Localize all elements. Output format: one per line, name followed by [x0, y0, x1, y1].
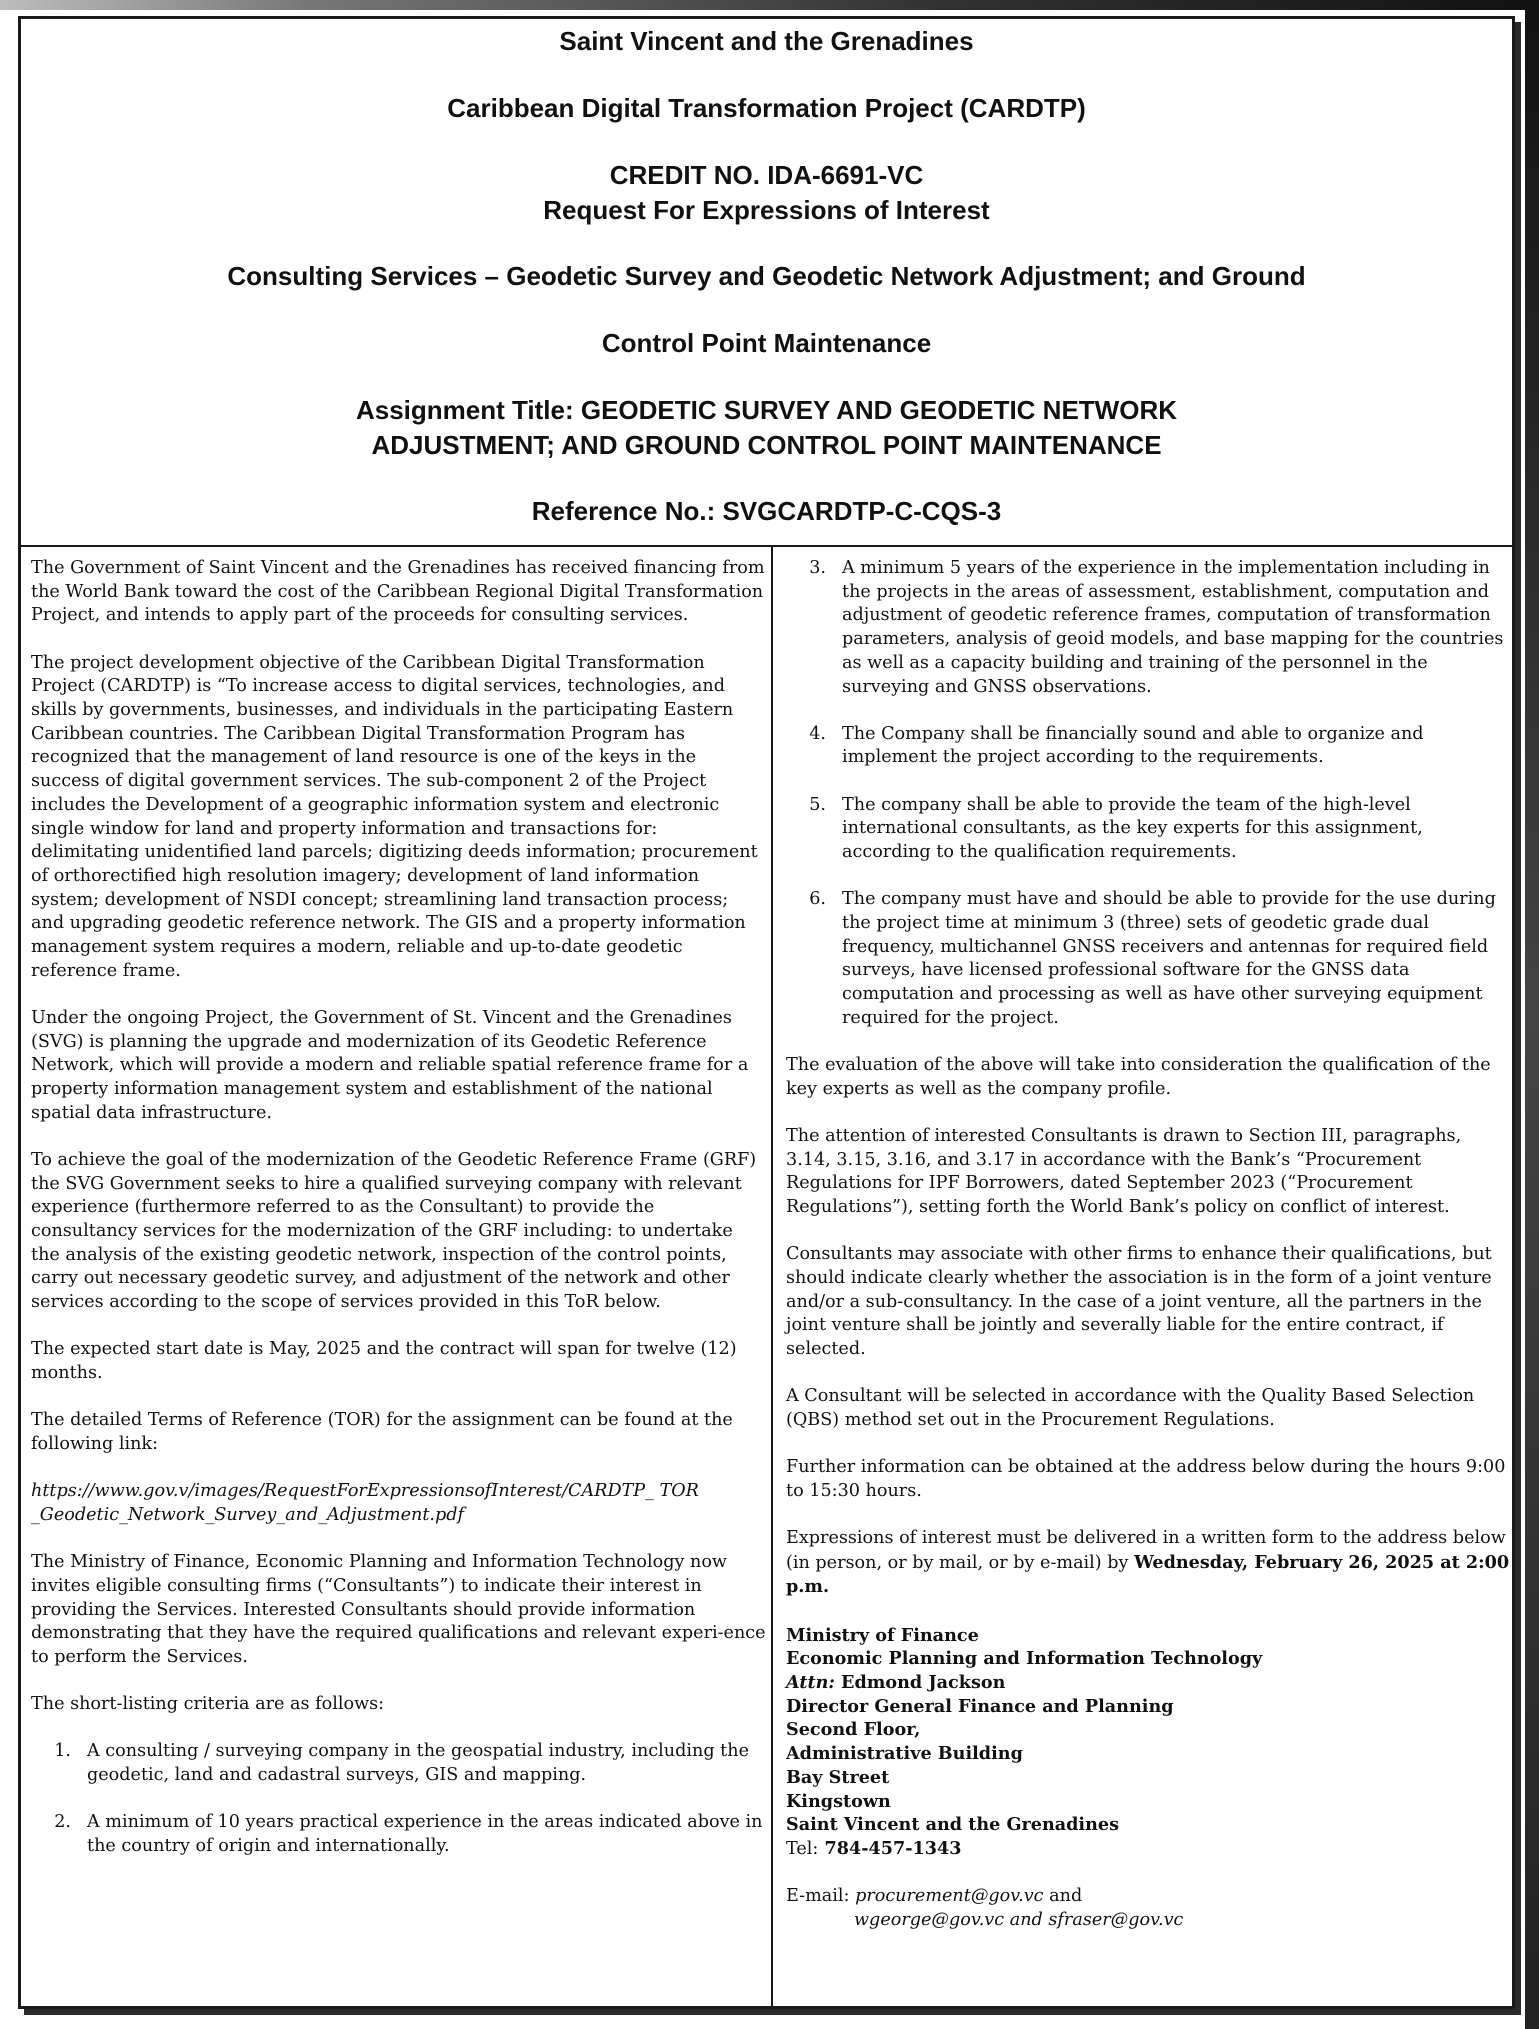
list-item	[786, 557, 1511, 699]
objective-paragraph: The project development objective of the Caribbean Digital Transformation Project (CARDTP) is “To increase access to digital services, technologies, and skills by governments, businesses, and individuals in the participating Eastern Caribbean countries. The Caribbean Digital Transformation Program has recognized that the management of land resource is one of the keys in the success of digital government services. The sub-component 2 of the Project includes the Development of a geographic information system and electronic single window for land and property information and transactions for: delimitating unidentified land parcels; digitizing deeds information; procurement of orthorectified high resolution imagery; development of land information system; development of NSDI concept; streamlining land transaction process; and upgrading geodetic reference network. The GIS and a property information management system requires a modern, reliable and up-to-date geodetic reference frame.	[31, 652, 758, 981]
address-line: Administrative Building	[786, 1743, 1023, 1765]
list-item	[786, 888, 1511, 1030]
address-line: Kingstown	[786, 1790, 891, 1812]
deadline-paragraph	[786, 1527, 1511, 1600]
assignment-title-line1: Assignment Title: GEODETIC SURVEY AND GEODETIC NETWORK	[355, 395, 1178, 425]
email-sfraser[interactable]: sfraser@gov.vc	[1048, 1909, 1184, 1930]
left-column	[31, 557, 766, 1882]
list-item	[31, 1811, 766, 1858]
email-label: E-mail:	[786, 1886, 850, 1907]
list-item	[31, 1740, 766, 1787]
services-title-line1: Consulting Services – Geodetic Survey and Geodetic Network Adjustment; and Ground	[227, 261, 1306, 291]
email-procurement[interactable]: procurement@gov.vc	[855, 1886, 1044, 1907]
country-title: Saint Vincent and the Grenadines	[559, 26, 974, 56]
criteria-list-left	[31, 1740, 766, 1858]
list-item-number: 5.	[809, 794, 826, 815]
reference-number: Reference No.: SVGCARDTP-C-CQS-3	[531, 496, 1002, 526]
list-item-text: A minimum of 10 years practical experience in the areas indicated above in the country of origin and internationally.	[87, 1812, 763, 1856]
financing-paragraph: The Government of Saint Vincent and the Grenadines has received financing from the World Bank toward the cost of the Caribbean Regional Digital Transformation Project, and intends to apply part of the proceeds for consulting services.	[31, 558, 765, 626]
request-title: Request For Expressions of Interest	[543, 195, 990, 225]
telephone-number: 784-457-1343	[824, 1837, 962, 1859]
top-edge-strip	[0, 0, 1539, 10]
tor-link[interactable]: https://www.gov.v/images/RequestForExpressionsofInterest/CARDTP_ TOR _Geodetic_Network_Survey_and_Adjustment.pdf	[31, 1481, 699, 1525]
tor-paragraph: The detailed Terms of Reference (TOR) for the assignment can be found at the following link:	[31, 1410, 733, 1454]
criteria-intro: The short-listing criteria are as follows:	[31, 1694, 385, 1715]
telephone-line	[786, 1837, 1511, 1862]
attention-name: Edmond Jackson	[841, 1672, 1006, 1694]
right-edge-strip	[1525, 0, 1539, 2029]
email-block	[786, 1885, 1511, 1932]
invitation-paragraph: The Ministry of Finance, Economic Planning and Information Technology now invites eligible consulting firms (“Consultants”) to indicate their interest in providing the Services. Interested Consultants should provide information demonstrating that they have the required qualifications and relevant experi-ence to perform the Services.	[31, 1552, 766, 1667]
project-title: Caribbean Digital Transformation Project (CARDTP)	[447, 93, 1086, 123]
list-item-text: A consulting / surveying company in the geospatial industry, including the geodetic, land and cadastral surveys, GIS and mapping.	[87, 1741, 749, 1786]
email-and: and	[1049, 1886, 1083, 1907]
deadline-intro: Expressions of interest must be delivered in a written form to the address below (in person, or by mail, or by e-mail) by	[786, 1528, 1506, 1573]
list-item-number: 4.	[809, 723, 826, 744]
office-hours-paragraph: Further information can be obtained at the address below during the hours 9:00 to 15:30 hours.	[786, 1457, 1506, 1501]
list-item-number: 6.	[809, 889, 826, 910]
credit-number: CREDIT NO. IDA-6691-VC	[609, 160, 924, 190]
address-line: Ministry of Finance	[786, 1624, 979, 1646]
services-title-line2: Control Point Maintenance	[601, 328, 932, 358]
list-item	[786, 794, 1511, 865]
email-wgeorge[interactable]: wgeorge@gov.vc	[854, 1909, 1005, 1930]
notice-header	[21, 19, 1512, 547]
list-item-number: 1.	[54, 1741, 71, 1762]
criteria-list-right	[786, 557, 1511, 1030]
list-item-text: The company must have and should be able to provide for the use during the project time at minimum 3 (three) sets of geodetic grade dual frequency, multichannel GNSS receivers and antennas for required field surveys, have licensed professional software for the GNSS data computation and processing as well as have other surveying equipment required for the project.	[842, 889, 1496, 1028]
assignment-title-line2: ADJUSTMENT; AND GROUND CONTROL POINT MAINTENANCE	[371, 430, 1162, 460]
telephone-label: Tel:	[786, 1838, 819, 1859]
joint-venture-paragraph: Consultants may associate with other firms to enhance their qualifications, but should indicate clearly whether the association is in the form of a joint venture and/or a sub-consultancy. In the case of a joint venture, all the partners in the joint venture shall be jointly and severally liable for the entire contract, if selected.	[786, 1244, 1492, 1359]
email-and: and	[1009, 1909, 1043, 1930]
deadline-date: Wednesday, February 26, 2025 at 2:00 p.m.	[786, 1551, 1510, 1598]
address-line: Saint Vincent and the Grenadines	[786, 1814, 1120, 1836]
attention-label: Attn:	[786, 1672, 835, 1694]
list-item-number: 3.	[809, 558, 826, 578]
list-item-text: A minimum 5 years of the experience in the implementation including in the projects in the areas of assessment, establishment, computation and adjustment of geodetic reference frames, computation of transformation parameters, analysis of geoid models, and base mapping for the countries as well as a capacity building and training of the personnel in the surveying and GNSS observations.	[842, 558, 1504, 697]
list-item-text: The company shall be able to provide the team of the high-level international consultants, as the key experts for this assignment, according to the qualification requirements.	[842, 794, 1423, 863]
address-line: Economic Planning and Information Technology	[786, 1648, 1263, 1670]
start-date-paragraph: The expected start date is May, 2025 and the contract will span for twelve (12) months.	[31, 1339, 737, 1384]
notice-frame	[18, 16, 1515, 2009]
ongoing-project-paragraph: Under the ongoing Project, the Government of St. Vincent and the Grenadines (SVG) is planning the upgrade and modernization of its Geodetic Reference Network, which will provide a modern and reliable spatial reference frame for a property information management system and establishment of the national spatial data infrastructure.	[31, 1007, 749, 1123]
address-line: Second Floor,	[786, 1719, 921, 1741]
right-column	[786, 557, 1511, 1933]
conflict-of-interest-paragraph: The attention of interested Consultants is drawn to Section III, paragraphs, 3.14, 3.15, 3.16, and 3.17 in accordance with the Bank’s “Procurement Regulations for IPF Borrowers, dated September 2023 (“Procurement Regulations”), setting forth the World Bank’s policy on conflict of interest.	[786, 1125, 1462, 1217]
list-item-text: The Company shall be financially sound and able to organize and implement the project according to the requirements.	[842, 723, 1424, 768]
column-divider	[771, 547, 773, 2009]
list-item-number: 2.	[54, 1812, 71, 1833]
address-line: Bay Street	[786, 1766, 890, 1788]
address-block	[786, 1624, 1511, 1862]
selection-method-paragraph: A Consultant will be selected in accordance with the Quality Based Selection (QBS) method set out in the Procurement Regulations.	[786, 1386, 1475, 1430]
address-line: Director General Finance and Planning	[786, 1695, 1174, 1717]
evaluation-paragraph: The evaluation of the above will take into consideration the qualification of the key experts as well as the company profile.	[786, 1054, 1491, 1099]
attention-line	[786, 1671, 1511, 1695]
goal-paragraph: To achieve the goal of the modernization of the Geodetic Reference Frame (GRF) the SVG Government seeks to hire a qualified surveying company with relevant experience (furthermore referred to as the Consultant) to provide the consultancy services for the modernization of the GRF including: to undertake the analysis of the existing geodetic network, inspection of the control points, carry out necessary geodetic survey, and adjustment of the network and other services according to the scope of services provided in this ToR below.	[31, 1149, 757, 1313]
list-item	[786, 723, 1511, 770]
